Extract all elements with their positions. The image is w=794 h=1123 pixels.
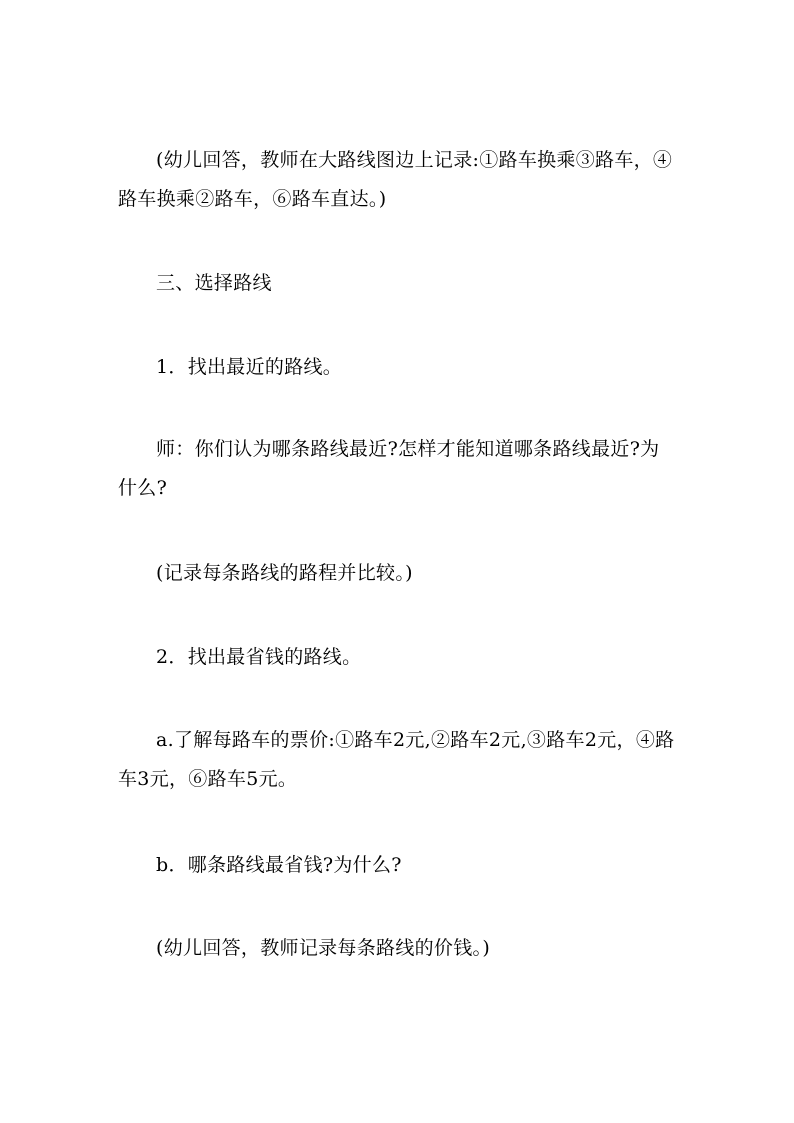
paragraph-cheapest-question: b．哪条路线最省钱?为什么? [156,854,402,876]
paragraph-teacher-question: 师：你们认为哪条路线最近?怎样才能知道哪条路线最近?为什么? [118,438,660,499]
section-heading-choose-route: 三、选择路线 [156,272,272,294]
paragraph-record-distance: (记录每条路线的路程并比较。) [156,562,413,584]
item-find-nearest-route: 1．找出最近的路线。 [156,356,343,378]
item-find-cheapest-route: 2．找出最省钱的路线。 [156,646,362,668]
paragraph-ticket-prices: a.了解每路车的票价:①路车2元,②路车2元,③路车2元，④路车3元，⑥路车5元。 [118,729,675,790]
paragraph-record-prices: (幼儿回答，教师记录每条路线的价钱。) [156,937,491,959]
paragraph-child-answer-transfer: (幼儿回答，教师在大路线图边上记录:①路车换乘③路车，④路车换乘②路车，⑥路车直达。) [118,149,673,210]
